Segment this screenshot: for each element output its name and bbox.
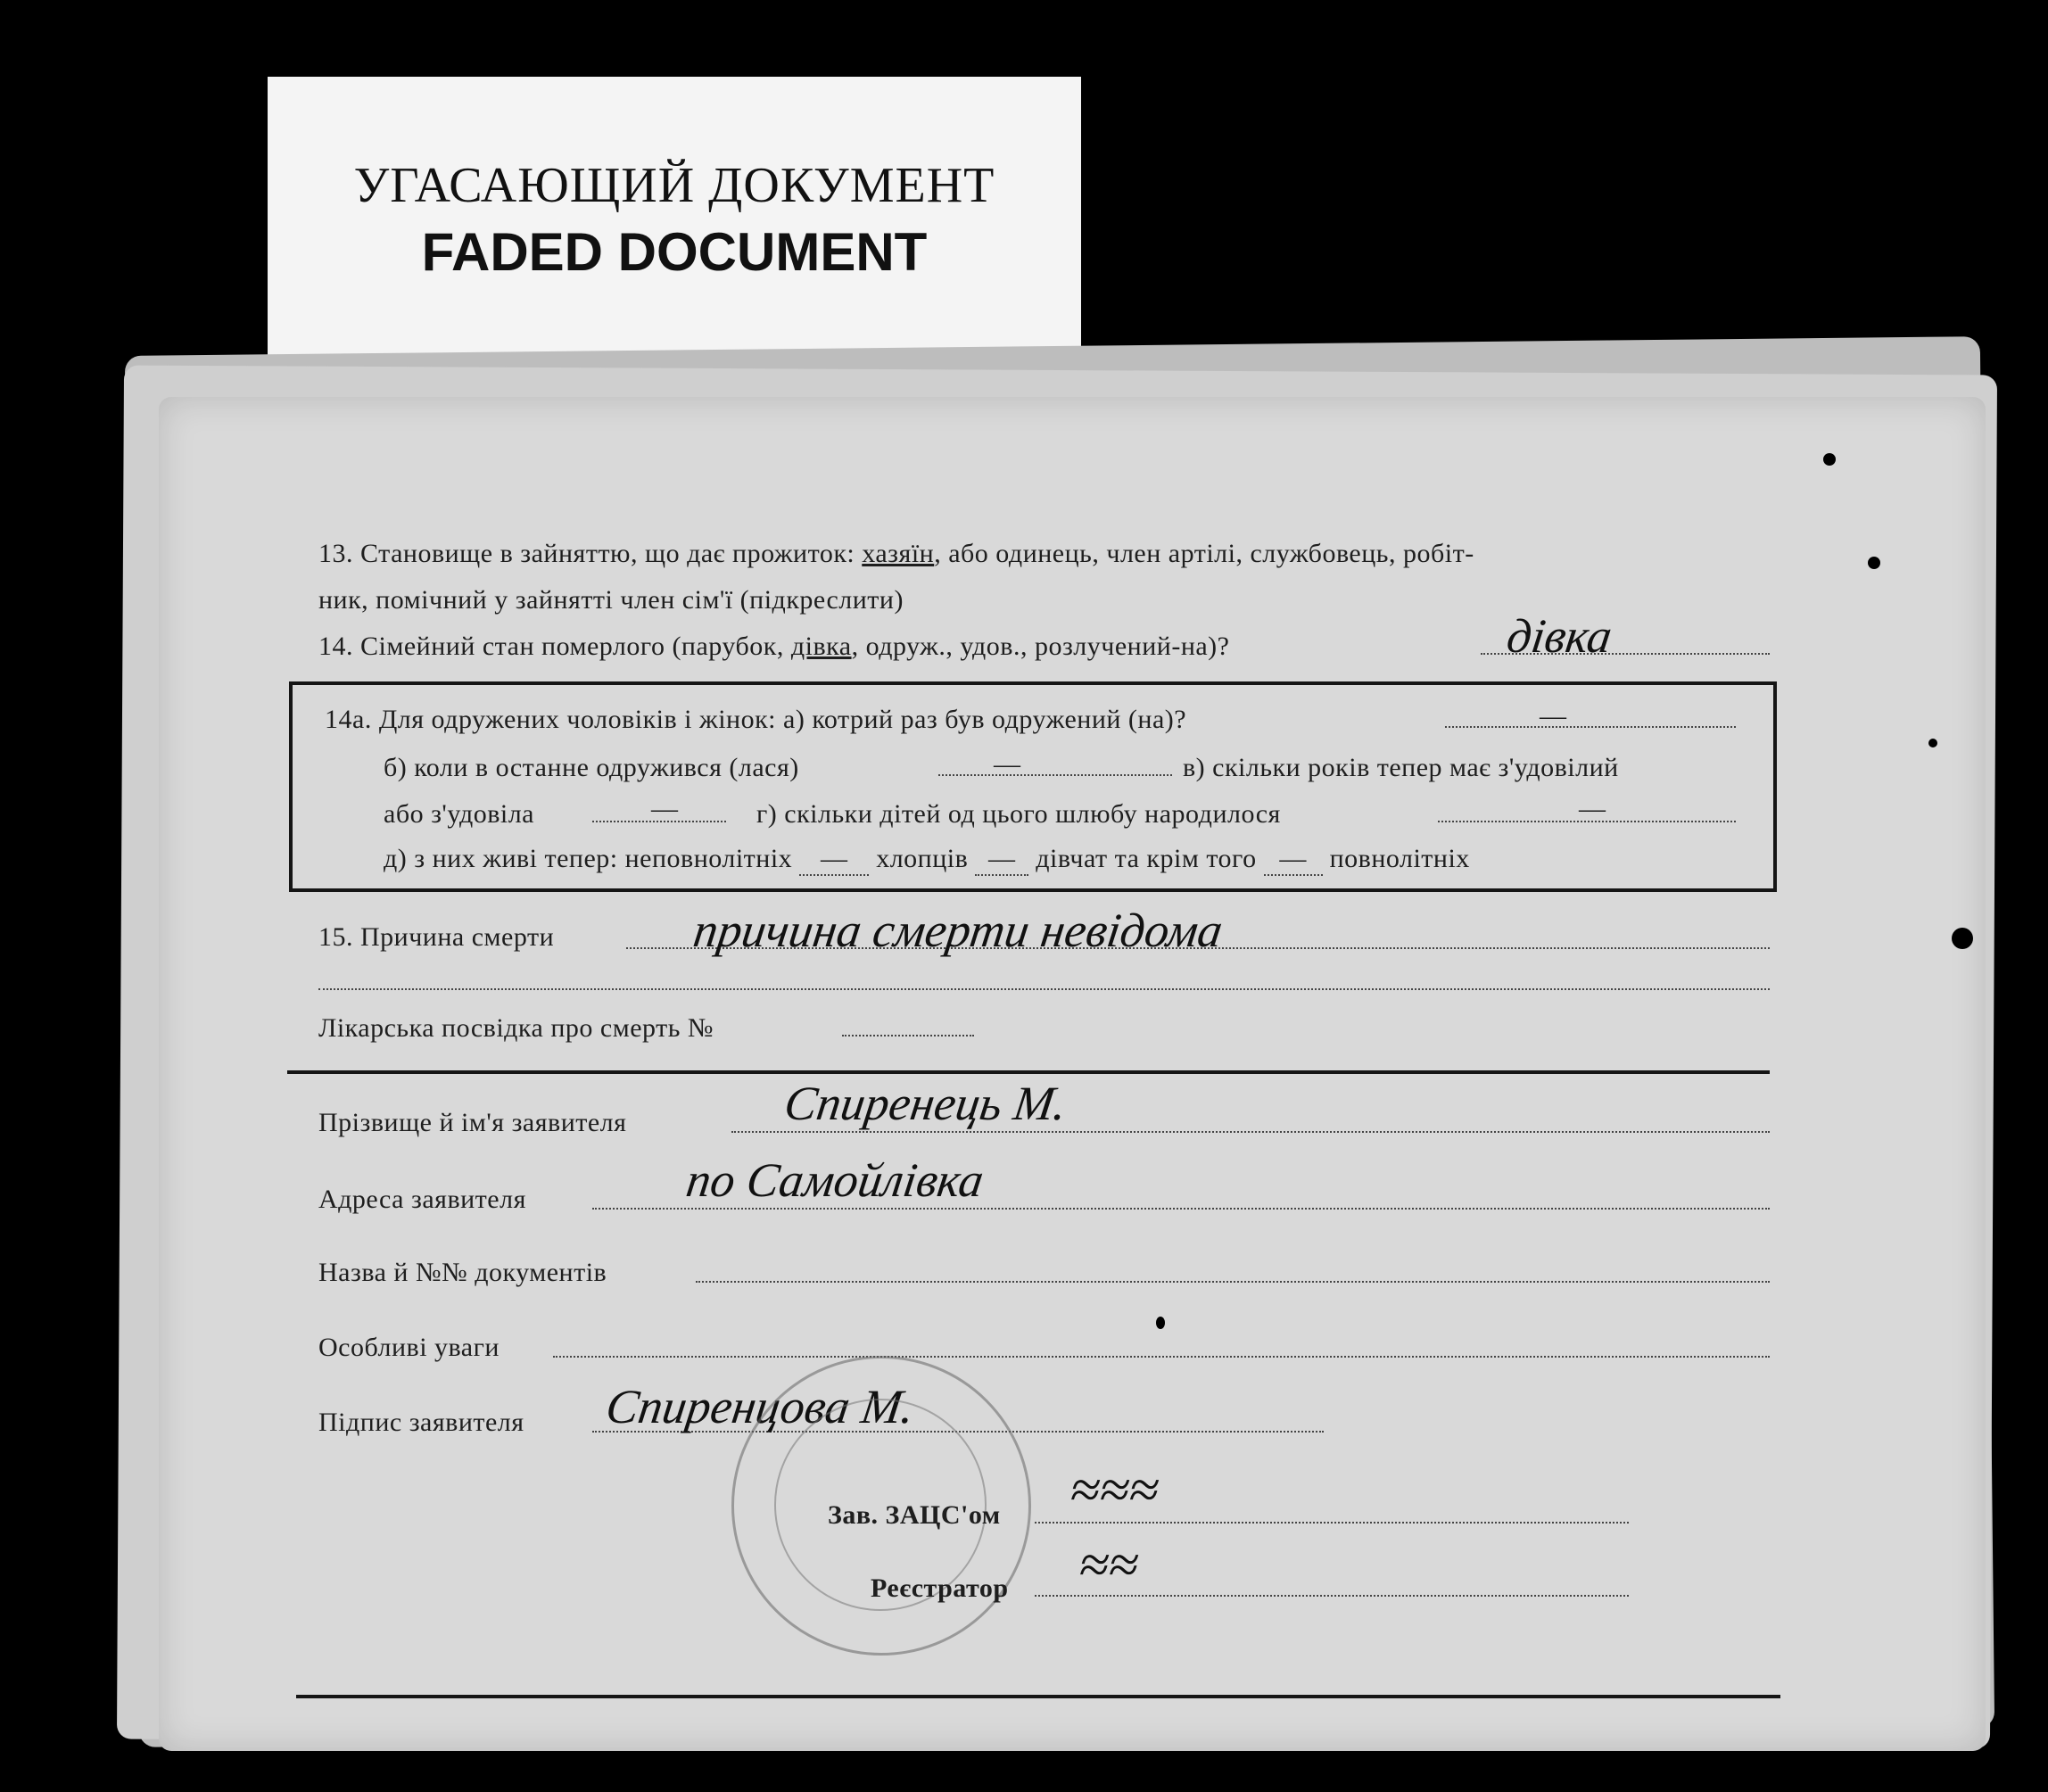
q14a-line2: б) коли в останне одружився (лася) <box>384 753 799 782</box>
q14a-line2-dots <box>938 774 1172 776</box>
paper-fleck <box>1952 928 1973 949</box>
paper-fleck <box>1156 1317 1165 1329</box>
med-cert-label: Лікарська посвідка про смерть № <box>318 1013 714 1043</box>
applicant-name-line <box>731 1131 1770 1133</box>
q13-line1: 13. Становище в зайняттю, що дає прожиток: хазяїн, або одинець, член артілі, службовець, робіт- <box>318 539 1474 568</box>
q14a-line3b-answer: — <box>1579 794 1606 823</box>
q14a-line1-dots <box>1445 726 1736 728</box>
q14a-line3: або з'удовіла <box>384 799 534 829</box>
q15-answer-line2 <box>318 988 1770 990</box>
registrar-label: Реєстратор <box>871 1573 1009 1603</box>
q14-handwritten-answer: дівка <box>1503 609 1615 663</box>
applicant-address-line <box>592 1208 1770 1210</box>
paper-fleck <box>1823 453 1836 466</box>
applicant-signature-handwritten: Спиренцова М. <box>602 1380 918 1433</box>
q14-line: 14. Сімейний стан померлого (парубок, дівка, одруж., удов., розлучений-на)? <box>318 632 1230 661</box>
q14a-line3-answer: — <box>651 794 679 823</box>
q14a-line2b: в) скільки років тепер має з'удовілий <box>1183 753 1619 782</box>
applicant-address-handwritten: по Самойлівка <box>682 1153 987 1207</box>
q15-handwritten-answer: причина смерти невідома <box>690 904 1226 957</box>
registrar-signature: ≈≈ <box>1075 1535 1143 1594</box>
q15-label: 15. Причина смерти <box>318 922 555 952</box>
documents-label: Назва й №№ документів <box>318 1258 607 1287</box>
section-divider-bottom <box>296 1695 1780 1698</box>
applicant-name-label: Прізвище й ім'я заявителя <box>318 1108 627 1137</box>
paper-fleck <box>1868 557 1880 569</box>
faded-document-label <box>268 77 1081 362</box>
label-russian: УГАСАЮЩИЙ ДОКУМЕНТ <box>353 158 995 213</box>
applicant-name-handwritten: Спиренець М. <box>780 1077 1070 1130</box>
q14a-line2-answer: — <box>994 749 1021 779</box>
q14a-line4: д) з них живі тепер: неповнолітніх — хлопців — дівчат та крім того — повнолітніх <box>384 844 1470 876</box>
head-signature: ≈≈≈ <box>1066 1460 1163 1519</box>
q13-line2: ник, помічний у зайнятті член сім'ї (підкреслити) <box>318 585 904 615</box>
notes-label: Особливі уваги <box>318 1333 500 1362</box>
q14a-line1-answer: — <box>1540 701 1567 731</box>
med-cert-line <box>842 1035 974 1036</box>
section-divider-top <box>287 1070 1770 1074</box>
applicant-address-label: Адреса заявителя <box>318 1185 526 1214</box>
paper-fleck <box>1928 739 1937 747</box>
notes-line <box>553 1356 1770 1358</box>
q14a-line3b: г) скільки дітей од цього шлюбу народилося <box>756 799 1281 829</box>
q14a-line1: 14а. Для одружених чоловіків і жінок: а) котрий раз був одружений (на)? <box>325 705 1187 734</box>
label-english: FADED DOCUMENT <box>421 222 928 282</box>
head-signature-line <box>1035 1522 1629 1524</box>
documents-line <box>696 1281 1770 1283</box>
head-label: Зав. ЗАЦС'ом <box>828 1500 1001 1530</box>
signature-label: Підпис заявителя <box>318 1408 524 1437</box>
